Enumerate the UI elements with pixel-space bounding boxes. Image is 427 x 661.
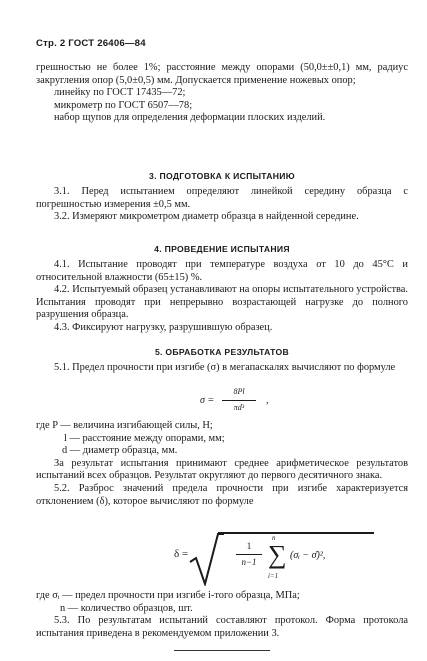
- sum-sign-icon: ∑: [268, 540, 287, 569]
- list-item: микрометр по ГОСТ 6507—78;: [54, 99, 193, 111]
- radical-icon: [188, 532, 224, 586]
- where-block-2: [36, 590, 408, 640]
- document-page: [36, 0, 408, 661]
- where-line: l — расстояние между опорами, мм;: [64, 432, 225, 444]
- sum-lower-limit: i=1: [268, 572, 279, 580]
- paragraph-4-2: 4.2. Испытуемый образец устанавливают на опоры испытательного устройства. Испытания проводят при непрерывно возрастающей нагрузке до полного разрушения образца.: [36, 284, 408, 321]
- formula-fraction: [222, 386, 256, 414]
- section-3-body: [36, 186, 408, 224]
- paragraph-5-2: 5.2. Разброс значений предела прочности при изгибе характеризуется отклонением (δ), которое вычисляют по формуле: [36, 482, 408, 507]
- formula-term: (σᵢ − σ̄)²,: [290, 550, 326, 561]
- where-line: d — диаметр образца, мм.: [62, 445, 178, 457]
- formula-lhs: σ =: [200, 395, 215, 406]
- formula-sigma: [200, 386, 320, 416]
- where-line: n — количество образцов, шт.: [60, 602, 193, 614]
- fraction-bar: [236, 554, 262, 555]
- paragraph-4-3: 4.3. Фиксируют нагрузку, разрушившую образец.: [54, 321, 273, 333]
- section-4-body: [36, 259, 408, 335]
- paragraph-5-3: 5.3. По результатам испытаний составляют протокол. Форма протокола испытания приведена в рекомендуемом приложении 3.: [36, 615, 408, 639]
- paragraph-3-2: 3.2. Измеряют микрометром диаметр образца в найденной середине.: [54, 211, 359, 223]
- intro-paragraph: грешностью не более 1%; расстояние между опорами (50,0±±0,1) мм, радиус закругления опор (5,0±0,5) мм. Допускается применение ножевых опор;: [36, 62, 408, 86]
- paragraph-5-1: 5.1. Предел прочности при изгибе (σ) в мегапаскалях вычисляют по формуле: [54, 362, 396, 373]
- list-item: линейку по ГОСТ 17435—72;: [54, 87, 186, 99]
- intro-block: [36, 62, 408, 125]
- radical-overline: [218, 532, 374, 535]
- formula-numerator: 1: [246, 541, 252, 551]
- section-3-heading: 3. ПОДГОТОВКА К ИСПЫТАНИЮ: [149, 171, 295, 181]
- formula-denominator: n−1: [241, 556, 257, 567]
- section-4-heading: 4. ПРОВЕДЕНИЕ ИСПЫТАНИЯ: [154, 244, 290, 254]
- section-5-heading: 5. ОБРАБОТКА РЕЗУЛЬТАТОВ: [154, 347, 290, 357]
- page-header: Стр. 2 ГОСТ 26406—84: [36, 38, 146, 49]
- where-line: где P — величина изгибающей силы, Н;: [36, 420, 213, 431]
- formula-denominator: πd³: [233, 402, 245, 412]
- formula-delta: [174, 530, 374, 588]
- formula-tail: ,: [266, 395, 269, 406]
- fraction-bar: [222, 400, 256, 401]
- paragraph-5-1-block: [36, 362, 408, 375]
- end-rule: [174, 650, 270, 651]
- where-line: где σᵢ — предел прочности при изгибе i-того образца, МПа;: [36, 590, 300, 601]
- paragraph-3-1: 3.1. Перед испытанием определяют линейкой середину образца с погрешностью измерения ±0,5 мм.: [36, 186, 408, 210]
- sum-upper-limit: n: [272, 534, 276, 542]
- paragraph-5-1-result: За результат испытания принимают среднее арифметическое результатов испытаний всех образцов. Результат округляют до первого десятичного знака.: [36, 457, 408, 482]
- formula-fraction: [236, 540, 262, 568]
- formula-numerator: 8Pl: [233, 387, 245, 396]
- formula-lhs: δ =: [174, 548, 189, 560]
- where-block-1: [36, 420, 408, 508]
- list-item: набор щупов для определения деформации плоских изделий.: [54, 112, 326, 124]
- paragraph-4-1: 4.1. Испытание проводят при температуре воздуха от 10 до 45°С и относительной влажности (65±15) %.: [36, 259, 408, 283]
